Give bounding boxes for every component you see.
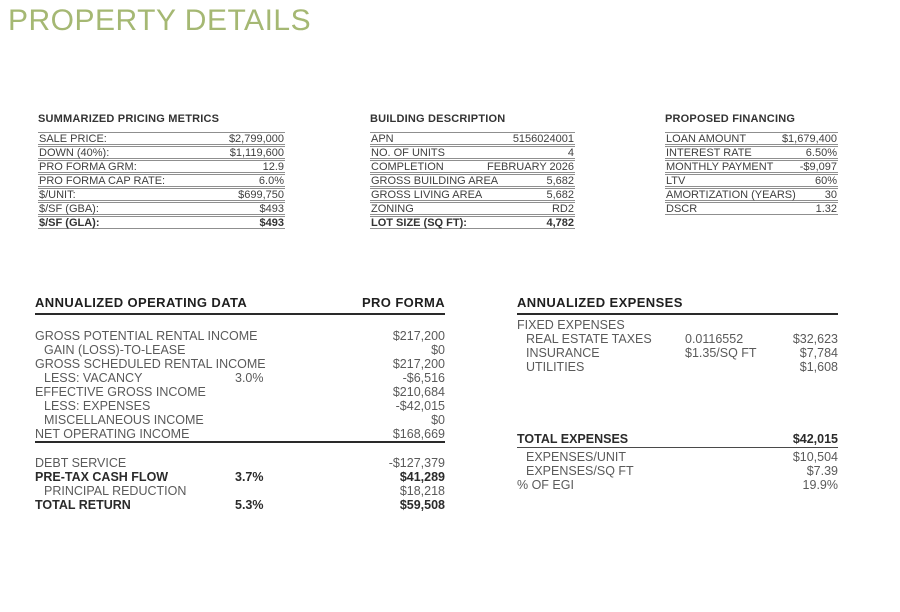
table-row — [665, 188, 838, 201]
table-row — [38, 216, 285, 229]
pricing-metrics-header: SUMMARIZED PRICING METRICS — [38, 113, 220, 125]
table-row — [517, 360, 838, 374]
table-row — [370, 160, 575, 173]
row-value: -$42,015 — [395, 399, 445, 413]
row-value: $217,200 — [392, 329, 445, 343]
row-value: $493 — [259, 216, 284, 229]
row-value: $10,504 — [792, 450, 838, 464]
row-value: -$9,097 — [799, 160, 837, 173]
row-label: TOTAL EXPENSES — [517, 432, 629, 446]
table-row — [35, 329, 445, 343]
page-title: PROPERTY DETAILS — [8, 4, 312, 37]
table-row — [370, 216, 575, 229]
table-row — [35, 371, 445, 385]
table-row — [35, 427, 445, 443]
row-value: 6.0% — [258, 174, 284, 187]
table-row — [665, 174, 838, 187]
row-rate: 0.0116552 — [685, 332, 744, 346]
row-label: GROSS SCHEDULED RENTAL INCOME — [35, 357, 266, 371]
row-value: $493 — [259, 202, 284, 215]
row-label: FIXED EXPENSES — [517, 318, 625, 332]
table-row — [517, 332, 838, 346]
row-value: 19.9% — [802, 478, 838, 492]
row-value: $32,623 — [792, 332, 838, 346]
row-label: $/SF (GLA): — [39, 216, 100, 229]
row-label: $/UNIT: — [39, 188, 76, 201]
row-value: $0 — [431, 413, 445, 427]
building-description-rows — [370, 132, 575, 229]
row-label: COMPLETION — [371, 160, 444, 173]
total-expenses-rows — [517, 432, 838, 492]
row-label: LESS: EXPENSES — [44, 399, 151, 413]
table-row — [665, 146, 838, 159]
row-label: % OF EGI — [517, 478, 574, 492]
table-row — [35, 399, 445, 413]
row-value: 5,682 — [546, 188, 574, 201]
row-label: GROSS POTENTIAL RENTAL INCOME — [35, 329, 258, 343]
table-row — [370, 202, 575, 215]
row-value: -$6,516 — [402, 371, 445, 385]
table-row — [517, 478, 838, 492]
operating-data-rows — [35, 329, 445, 443]
row-value: -$127,379 — [388, 456, 445, 470]
row-label: PRINCIPAL REDUCTION — [44, 484, 187, 498]
row-label: NO. OF UNITS — [371, 146, 445, 159]
table-row — [38, 174, 285, 187]
table-row — [38, 202, 285, 215]
row-value: 4,782 — [546, 216, 574, 229]
expenses-header — [517, 295, 838, 315]
row-value: $41,289 — [399, 470, 445, 484]
row-label: DEBT SERVICE — [35, 456, 127, 470]
table-row — [665, 160, 838, 173]
pricing-metrics-table — [38, 113, 285, 230]
row-value: 4 — [567, 146, 574, 159]
table-row — [370, 188, 575, 201]
row-label: PRE-TAX CASH FLOW — [35, 470, 169, 484]
table-row — [665, 202, 838, 215]
row-label: GROSS BUILDING AREA — [371, 174, 499, 187]
row-value: 6.50% — [805, 146, 837, 159]
table-row — [35, 456, 445, 470]
row-value: $0 — [431, 343, 445, 357]
table-row — [35, 413, 445, 427]
proposed-financing-header: PROPOSED FINANCING — [665, 113, 796, 125]
row-rate: 3.0% — [235, 371, 264, 385]
row-value: $699,750 — [238, 188, 284, 201]
row-label: MISCELLANEOUS INCOME — [44, 413, 204, 427]
table-row — [38, 132, 285, 145]
row-value: FEBRUARY 2026 — [486, 160, 574, 173]
row-value: 30 — [824, 188, 837, 201]
row-label: $/SF (GBA): — [39, 202, 99, 215]
row-label: NET OPERATING INCOME — [35, 427, 190, 441]
pricing-metrics-rows — [38, 132, 285, 229]
expenses-title: ANNUALIZED EXPENSES — [517, 295, 683, 310]
table-row — [370, 174, 575, 187]
row-label: PRO FORMA GRM: — [39, 160, 137, 173]
proposed-financing-rows — [665, 132, 838, 215]
row-label: SALE PRICE: — [39, 132, 107, 145]
table-row — [38, 188, 285, 201]
table-row — [517, 346, 838, 360]
table-row — [517, 318, 838, 332]
row-label: LTV — [666, 174, 686, 187]
row-value: 5,682 — [546, 174, 574, 187]
row-label: DOWN (40%): — [39, 146, 110, 159]
operating-data-section — [35, 295, 445, 512]
expenses-section — [517, 295, 838, 492]
table-row — [35, 470, 445, 484]
table-row — [370, 132, 575, 145]
row-label: PRO FORMA CAP RATE: — [39, 174, 166, 187]
row-value: $7.39 — [806, 464, 838, 478]
row-value: $210,684 — [392, 385, 445, 399]
row-label: APN — [371, 132, 394, 145]
row-value: $1,679,400 — [781, 132, 837, 145]
row-rate: 3.7% — [235, 470, 264, 484]
row-label: AMORTIZATION (YEARS) — [666, 188, 796, 201]
row-label: ZONING — [371, 202, 414, 215]
table-row — [35, 498, 445, 512]
row-value: 12.9 — [262, 160, 284, 173]
expenses-rows — [517, 318, 838, 374]
row-value: $59,508 — [399, 498, 445, 512]
table-row — [517, 432, 838, 448]
pro-forma-column-header: PRO FORMA — [361, 295, 445, 310]
row-value: $7,784 — [799, 346, 838, 360]
table-row — [35, 385, 445, 399]
table-row — [35, 357, 445, 371]
row-label: EFFECTIVE GROSS INCOME — [35, 385, 206, 399]
row-value: 5156024001 — [512, 132, 574, 145]
table-row — [517, 464, 838, 478]
table-row — [38, 146, 285, 159]
row-label: MONTHLY PAYMENT — [666, 160, 774, 173]
row-label: REAL ESTATE TAXES — [526, 332, 652, 346]
row-value: 60% — [814, 174, 837, 187]
row-value: 1.32 — [815, 202, 837, 215]
operating-data-title: ANNUALIZED OPERATING DATA — [35, 295, 248, 310]
table-row — [35, 484, 445, 498]
proposed-financing-table — [665, 113, 838, 216]
row-label: GROSS LIVING AREA — [371, 188, 483, 201]
building-description-header: BUILDING DESCRIPTION — [370, 113, 506, 125]
row-value: $1,608 — [799, 360, 838, 374]
row-label: INSURANCE — [526, 346, 600, 360]
table-row — [38, 160, 285, 173]
operating-data-header — [35, 295, 445, 315]
table-row — [517, 450, 838, 464]
row-value: $217,200 — [392, 357, 445, 371]
row-label: LOAN AMOUNT — [666, 132, 747, 145]
row-label: EXPENSES/UNIT — [526, 450, 627, 464]
table-row — [370, 146, 575, 159]
debt-service-rows — [35, 456, 445, 512]
row-label: UTILITIES — [526, 360, 585, 374]
row-value: $168,669 — [392, 427, 445, 441]
row-label: GAIN (LOSS)-TO-LEASE — [44, 343, 186, 357]
row-value: RD2 — [551, 202, 574, 215]
row-label: LESS: VACANCY — [44, 371, 143, 385]
row-value: $1,119,600 — [229, 146, 284, 159]
row-value: $42,015 — [792, 432, 838, 446]
expenses-spacer — [517, 374, 838, 432]
row-value: $2,799,000 — [228, 132, 284, 145]
row-label: INTEREST RATE — [666, 146, 752, 159]
table-row — [665, 132, 838, 145]
table-row — [35, 343, 445, 357]
row-rate: 5.3% — [235, 498, 264, 512]
row-label: DSCR — [666, 202, 698, 215]
row-label: EXPENSES/SQ FT — [526, 464, 634, 478]
row-label: TOTAL RETURN — [35, 498, 131, 512]
building-description-table — [370, 113, 575, 230]
row-value: $18,218 — [399, 484, 445, 498]
row-rate: $1.35/SQ FT — [685, 346, 757, 360]
row-label: LOT SIZE (SQ FT): — [371, 216, 467, 229]
